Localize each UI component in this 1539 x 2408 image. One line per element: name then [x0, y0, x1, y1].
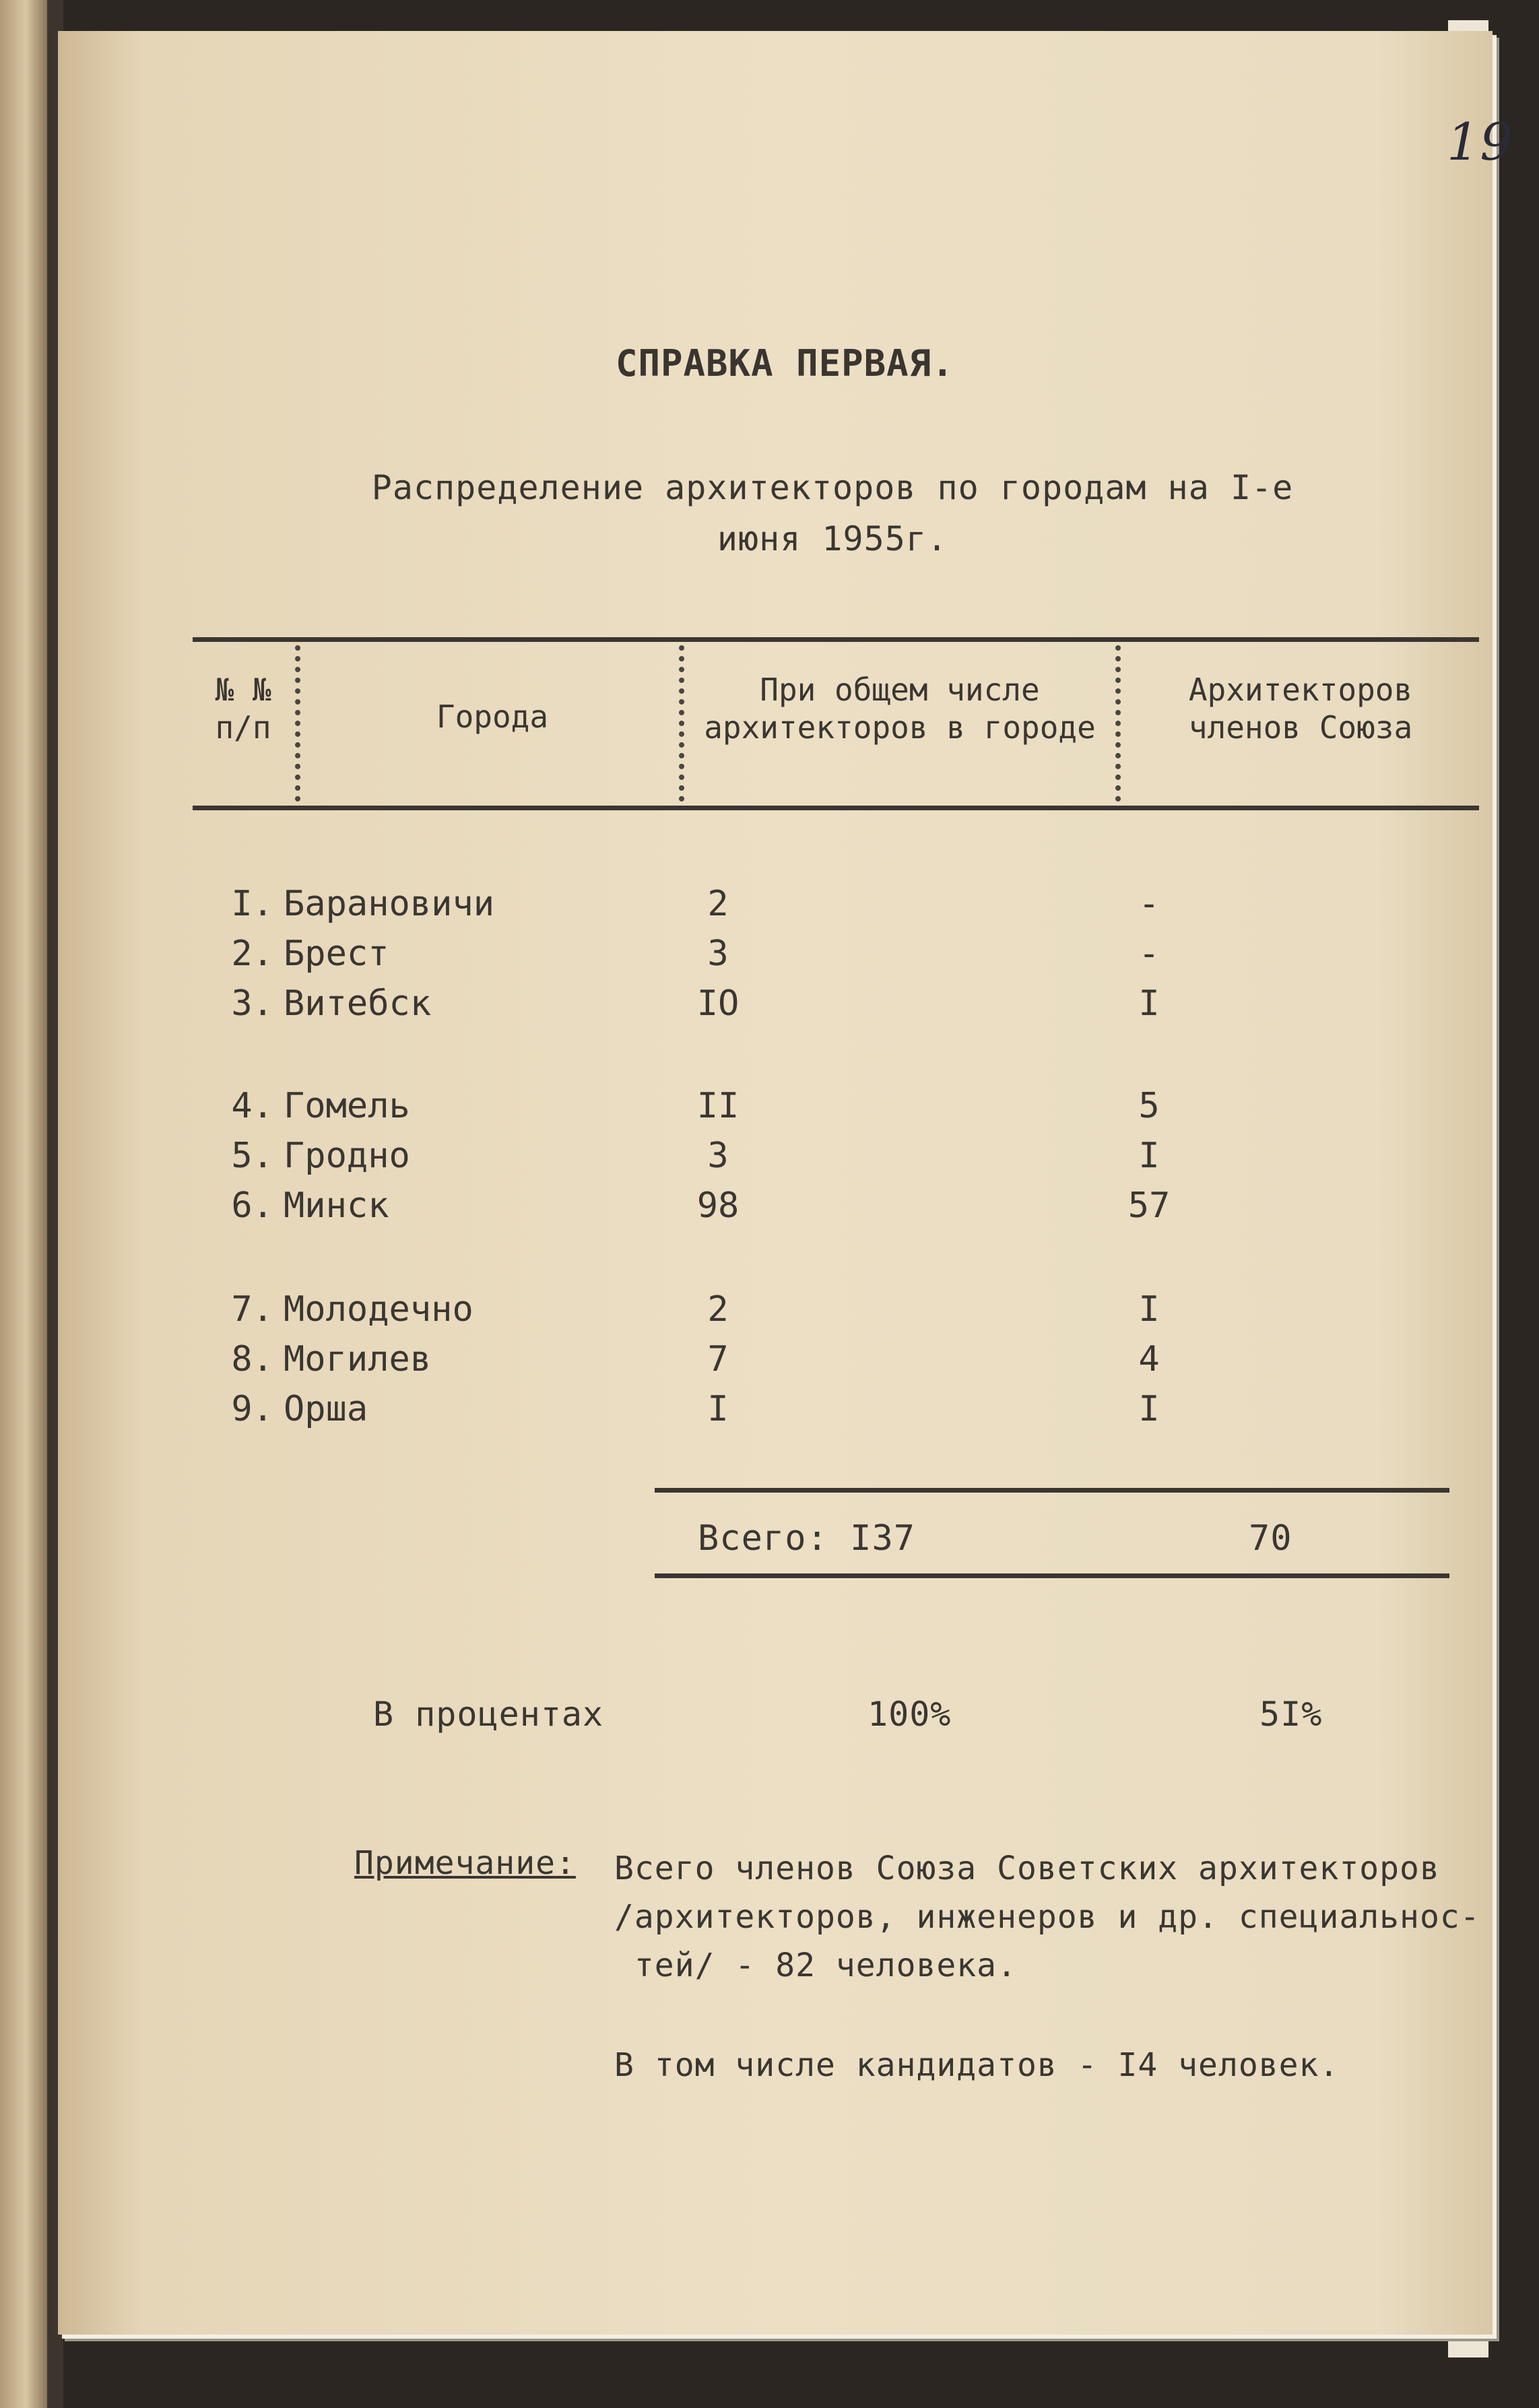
row-total: 3 [707, 934, 729, 974]
total-bottom-rule [655, 1573, 1449, 1578]
note-candidates: В том числе кандидатов - I4 человек. [614, 2046, 1340, 2084]
row-number: 2. [231, 934, 273, 974]
row-members: I [1138, 1136, 1160, 1176]
row-city: Молодечно [284, 1289, 473, 1330]
row-city: Минск [284, 1185, 389, 1226]
row-number: I. [231, 884, 273, 924]
row-city: Брест [284, 934, 389, 974]
row-members: - [1138, 934, 1160, 974]
document-page [58, 31, 1513, 2335]
row-members: 57 [1127, 1185, 1171, 1226]
percent-members: 5I% [1259, 1695, 1323, 1734]
row-city: Гродно [284, 1136, 410, 1176]
row-total: 7 [707, 1339, 729, 1379]
row-members: 4 [1138, 1339, 1160, 1379]
row-number: 8. [231, 1339, 273, 1379]
column-header-city: Города [436, 698, 549, 735]
row-number: 9. [231, 1389, 273, 1429]
row-number: 7. [231, 1289, 273, 1330]
row-members: - [1138, 884, 1160, 924]
row-members: 5 [1138, 1086, 1160, 1126]
percent-label: В процентах [373, 1695, 604, 1734]
note-body: Всего членов Союза Советских архитекторов /архитекторов, инженеров и др. специальнос- тей/ - 82 человека. [614, 1850, 1480, 1984]
row-city: Витебск [284, 983, 432, 1024]
row-members: I [1138, 983, 1160, 1024]
document-subtitle: Распределение архитекторов по городам на I-е июня 1955г. [371, 468, 1294, 558]
total-members: 70 [1249, 1518, 1292, 1559]
row-city: Орша [284, 1389, 368, 1429]
column-header-total: При общем числе архитекторов в городе [704, 672, 1096, 746]
total-label: Всего: I37 [698, 1518, 916, 1559]
row-number: 3. [231, 983, 273, 1024]
page-number: 19 [1447, 112, 1513, 172]
row-total: 3 [707, 1136, 729, 1176]
row-number: 4. [231, 1086, 273, 1126]
row-city: Могилев [284, 1339, 432, 1379]
total-top-rule [655, 1488, 1449, 1493]
row-city: Барановичи [284, 884, 495, 924]
document-heading: СПРАВКА ПЕРВАЯ. [616, 342, 954, 385]
column-header-members: Архитекторов членов Союза [1188, 672, 1413, 746]
row-total: 98 [696, 1185, 740, 1226]
row-total: 2 [707, 1289, 729, 1330]
row-members: I [1138, 1389, 1160, 1429]
note-label: Примечание: [354, 1844, 576, 1882]
row-number: 5. [231, 1136, 273, 1176]
row-total: II [696, 1086, 740, 1126]
row-total: IO [696, 983, 740, 1024]
left-page-edge [0, 0, 47, 2408]
percent-total: 100% [867, 1695, 952, 1734]
row-city: Гомель [284, 1086, 410, 1126]
row-total: 2 [707, 884, 729, 924]
row-number: 6. [231, 1185, 273, 1226]
row-members: I [1138, 1289, 1160, 1330]
column-header-num: № № п/п [215, 672, 271, 746]
row-total: I [707, 1389, 729, 1429]
